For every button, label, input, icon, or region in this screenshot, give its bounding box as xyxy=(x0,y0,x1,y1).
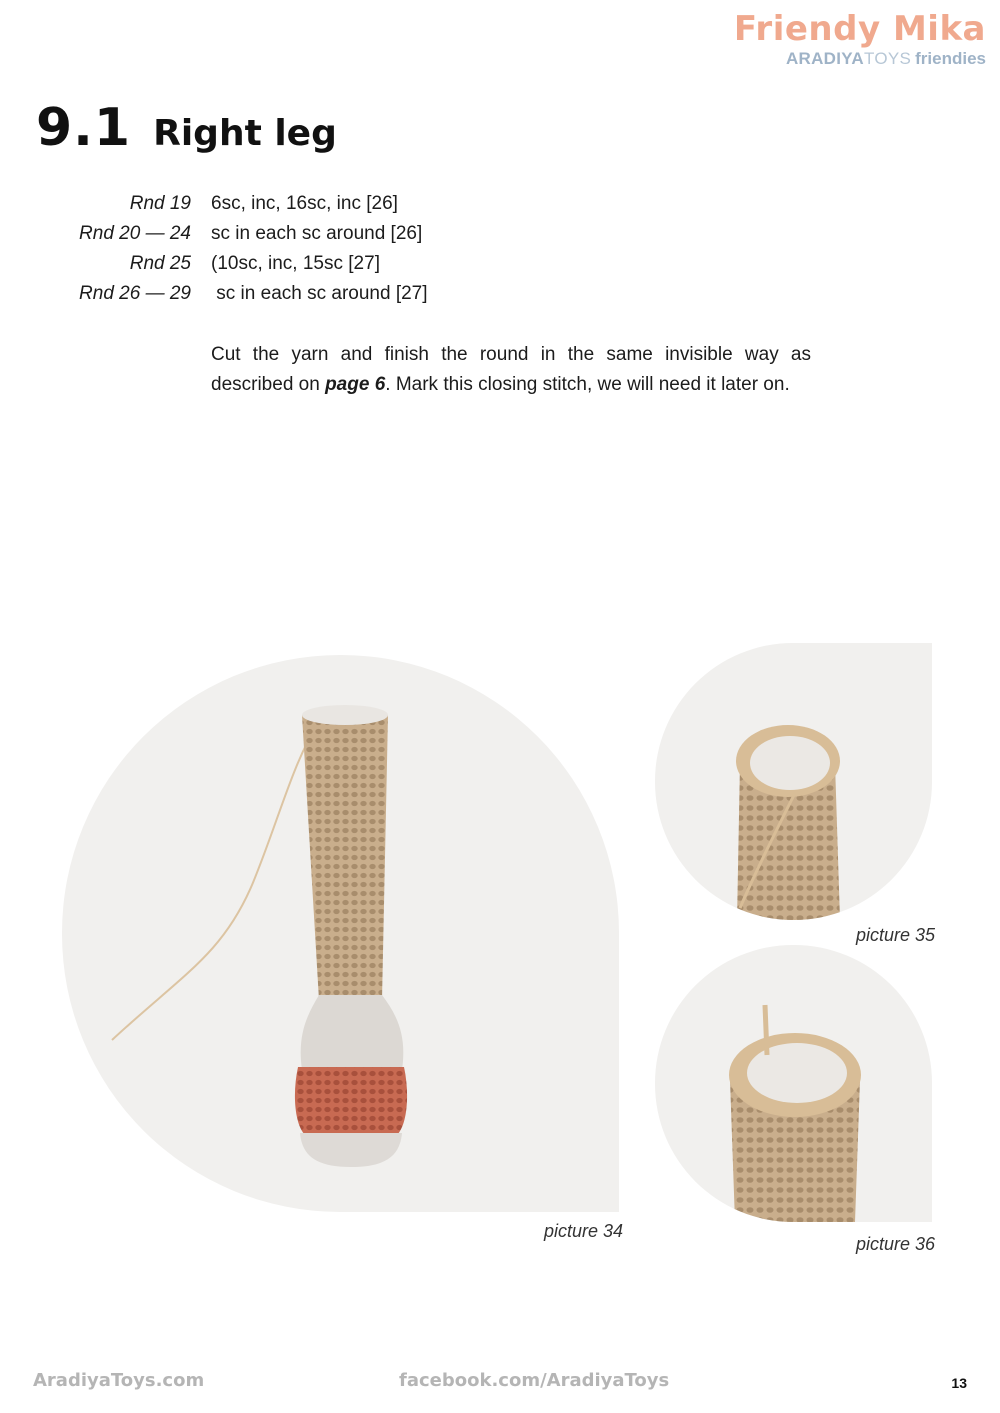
brand-sub-friendies: friendies xyxy=(915,49,986,68)
section-number: 9.1 xyxy=(36,98,132,158)
paragraph-text-after: . Mark this closing stitch, we will need it later on. xyxy=(385,374,790,395)
footer-website[interactable]: AradiyaToys.com xyxy=(33,1370,205,1391)
round-row xyxy=(40,249,428,279)
paragraph-text-before: Cut the yarn and finish the round in the same invisible way as described on xyxy=(211,344,811,395)
round-row xyxy=(40,189,428,219)
caption-picture-34: picture 34 xyxy=(544,1221,624,1241)
round-instruction: sc in each sc around [26] xyxy=(211,223,423,244)
page-number: 13 xyxy=(951,1375,967,1391)
round-instruction: sc in each sc around [27] xyxy=(211,283,428,304)
round-instruction: 6sc, inc, 16sc, inc [26] xyxy=(211,193,398,214)
brand-subtitle xyxy=(734,49,986,69)
brand-title: Friendy Mika xyxy=(733,9,986,49)
round-label: Rnd 26 — 29 xyxy=(79,283,191,304)
round-row xyxy=(40,279,428,309)
round-instruction: (10sc, inc, 15sc [27] xyxy=(211,253,380,274)
brand-sub-toys: TOYS xyxy=(863,49,912,68)
caption-picture-36: picture 36 xyxy=(856,1234,936,1254)
section-title: Right leg xyxy=(153,113,337,154)
brand-logo xyxy=(734,10,986,69)
brand-sub-aradiya: ARADIYA xyxy=(785,49,864,68)
page-reference-link[interactable]: page 6 xyxy=(325,374,386,395)
footer-facebook[interactable]: facebook.com/AradiyaToys xyxy=(399,1370,670,1391)
photo-crochet-leg xyxy=(62,655,619,1212)
round-row xyxy=(40,219,428,249)
section-heading xyxy=(36,98,337,158)
round-label: Rnd 25 xyxy=(129,253,191,274)
round-label: Rnd 19 xyxy=(129,193,191,214)
instruction-paragraph xyxy=(211,340,811,400)
caption-picture-35: picture 35 xyxy=(856,925,936,945)
photo-finished-round xyxy=(655,945,932,1222)
rounds-list xyxy=(40,189,428,309)
round-label: Rnd 20 — 24 xyxy=(79,223,191,244)
photo-closing-round xyxy=(655,643,932,920)
